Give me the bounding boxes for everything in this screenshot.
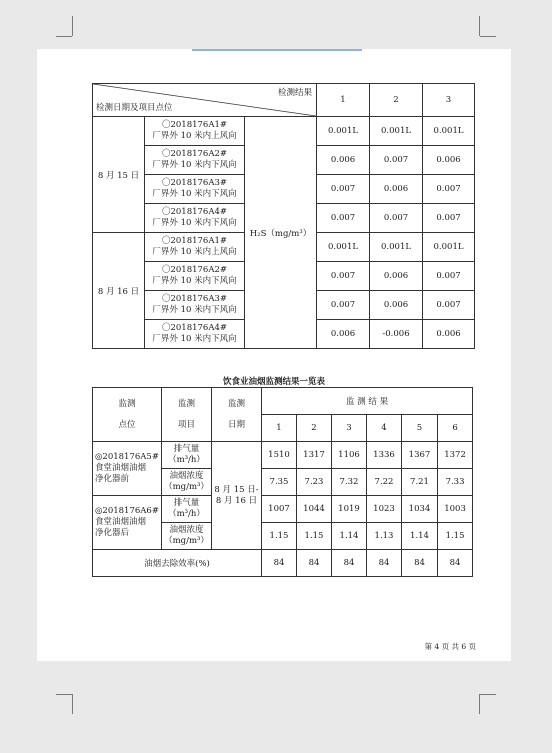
point-cell [145,146,245,175]
col-header: 1 [317,84,370,117]
point-id: 〇2018176A4# [161,323,228,333]
value-cell: 1023 [367,496,402,523]
value-cell: 0.007 [423,291,475,320]
point-id: 〇2018176A4# [161,207,228,217]
value-cell: 1.14 [332,523,367,550]
value-cell: 1003 [438,496,473,523]
point-cell [145,320,245,349]
monitor-point-cell [93,442,162,496]
value-cell: 0.006 [317,146,370,175]
header-point-line: 监测 [118,398,136,409]
col-header: 2 [370,84,423,117]
point-location: 厂界外 10 米内上风向 [152,131,237,141]
monitor-point-line: 净化器后 [95,528,130,538]
point-cell [145,117,245,146]
value-cell: 0.001L [423,233,475,262]
value-cell: 1019 [332,496,367,523]
item-unit: （mg/m³） [164,536,209,546]
header-item-line: 项目 [177,419,195,430]
header-item-line: 监测 [177,398,195,409]
value-cell: 1034 [402,496,438,523]
item-name: 油烟浓度 [169,525,204,535]
col-header: 3 [423,84,475,117]
monitor-point-line: 食堂油烟油烟 [95,463,147,473]
item-name: 排气量 [173,498,200,508]
top-rule [192,49,362,51]
value-cell: 1.15 [297,523,332,550]
value-cell: 7.35 [262,469,297,496]
point-location: 厂界外 10 米内下风向 [152,305,237,315]
monitor-point-line: ◎2018176A5# [95,452,159,462]
diagonal-header-cell [93,84,317,117]
point-location: 厂界外 10 米内下风向 [152,160,237,170]
monitor-point-line: 净化器前 [95,474,130,484]
oil-fume-results-table [92,387,473,577]
item-cell [162,496,212,523]
point-location: 厂界外 10 米内下风向 [152,276,237,286]
item-unit: （m³/h） [168,509,205,519]
monitor-point-cell [93,496,162,550]
value-cell: 0.007 [317,262,370,291]
crop-mark [56,694,72,695]
point-cell [145,204,245,233]
header-point [93,388,162,442]
value-cell: 0.007 [370,146,423,175]
point-id: 〇2018176A2# [161,149,228,159]
value-cell: 7.33 [438,469,473,496]
crop-mark [480,694,496,695]
crop-mark [72,694,73,714]
point-id: 〇2018176A2# [161,265,228,275]
value-cell: 0.006 [370,175,423,204]
value-cell: 1317 [297,442,332,469]
value-cell: 7.32 [332,469,367,496]
header-date [212,388,262,442]
value-cell: 0.001L [317,117,370,146]
value-cell: 1106 [332,442,367,469]
header-point-line: 点位 [118,419,136,430]
point-cell [145,291,245,320]
date-cell: 8 月 16 日 [93,233,145,349]
date-cell: 8 月 15 日 [93,117,145,233]
value-cell: 1.14 [402,523,438,550]
header-date-line: 监测 [227,398,245,409]
efficiency-label: 油烟去除效率(%) [93,550,262,577]
efficiency-value: 84 [262,550,297,577]
crop-mark [479,16,480,36]
efficiency-value: 84 [402,550,438,577]
value-cell: 0.006 [370,262,423,291]
value-cell: 0.006 [370,291,423,320]
value-cell: 0.001L [423,117,475,146]
col-header: 1 [262,415,297,442]
item-unit: （mg/m³） [164,482,209,492]
point-location: 厂界外 10 米内下风向 [152,334,237,344]
date-line: 8 月 15 日- [214,484,259,495]
item-name: 排气量 [173,444,200,454]
page-footer: 第 4 页 共 6 页 [424,642,476,651]
table-row [93,442,473,469]
value-cell: 0.007 [317,175,370,204]
value-cell: 0.001L [370,117,423,146]
point-location: 厂界外 10 米内下风向 [152,189,237,199]
crop-mark [72,16,73,36]
value-cell: 0.001L [317,233,370,262]
table-row [93,496,473,523]
value-cell: 7.21 [402,469,438,496]
value-cell: 0.007 [317,204,370,233]
efficiency-value: 84 [332,550,367,577]
value-cell: 1372 [438,442,473,469]
value-cell: 0.007 [423,204,475,233]
point-id: 〇2018176A1# [161,236,228,246]
header-item [162,388,212,442]
point-id: 〇2018176A3# [161,294,228,304]
value-cell: 0.007 [423,262,475,291]
crop-mark [56,36,72,37]
efficiency-value: 84 [438,550,473,577]
value-cell: 0.001L [370,233,423,262]
header-result-label: 检测结果 [278,88,313,98]
value-cell: 1.13 [367,523,402,550]
value-cell: 0.006 [423,320,475,349]
point-cell [145,233,245,262]
header-date-label: 检测日期及项目点位 [96,103,173,113]
point-location: 厂界外 10 米内上风向 [152,247,237,257]
monitor-point-line: 食堂油烟油烟 [95,517,147,527]
col-header: 5 [402,415,438,442]
col-header: 6 [438,415,473,442]
col-header: 2 [297,415,332,442]
value-cell: 7.22 [367,469,402,496]
point-cell [145,175,245,204]
efficiency-value: 84 [367,550,402,577]
value-cell: 1.15 [438,523,473,550]
value-cell: 0.007 [423,175,475,204]
value-cell: 1367 [402,442,438,469]
point-location: 厂界外 10 米内下风向 [152,218,237,228]
crop-mark [480,36,496,37]
value-cell: 1044 [297,496,332,523]
item-cell [162,523,212,550]
value-cell: 1007 [262,496,297,523]
item-cell [162,469,212,496]
item-name: 油烟浓度 [169,471,204,481]
value-cell: 0.006 [423,146,475,175]
header-date-line: 日期 [227,419,245,430]
point-id: 〇2018176A1# [161,120,228,130]
col-header: 4 [367,415,402,442]
point-cell [145,262,245,291]
value-cell: 1510 [262,442,297,469]
col-header: 3 [332,415,367,442]
value-cell: -0.006 [370,320,423,349]
date-cell [212,442,262,550]
table2-title: 饮食业油烟监测结果一览表 [222,377,325,387]
value-cell: 0.006 [317,320,370,349]
item-unit: （m³/h） [168,455,205,465]
item-cell [162,442,212,469]
table-row [93,117,475,146]
value-cell: 7.23 [297,469,332,496]
h2s-results-table [92,83,475,349]
point-id: 〇2018176A3# [161,178,228,188]
parameter-cell: H₂S（mg/m³） [245,117,317,349]
crop-mark [479,694,480,714]
monitor-point-line: ◎2018176A6# [95,506,159,516]
value-cell: 1336 [367,442,402,469]
value-cell: 0.007 [370,204,423,233]
value-cell: 0.007 [317,291,370,320]
document-page [37,49,511,661]
value-cell: 1.15 [262,523,297,550]
header-results: 监 测 结 果 [262,388,473,415]
date-line: 8 月 16 日 [215,495,258,506]
efficiency-value: 84 [297,550,332,577]
